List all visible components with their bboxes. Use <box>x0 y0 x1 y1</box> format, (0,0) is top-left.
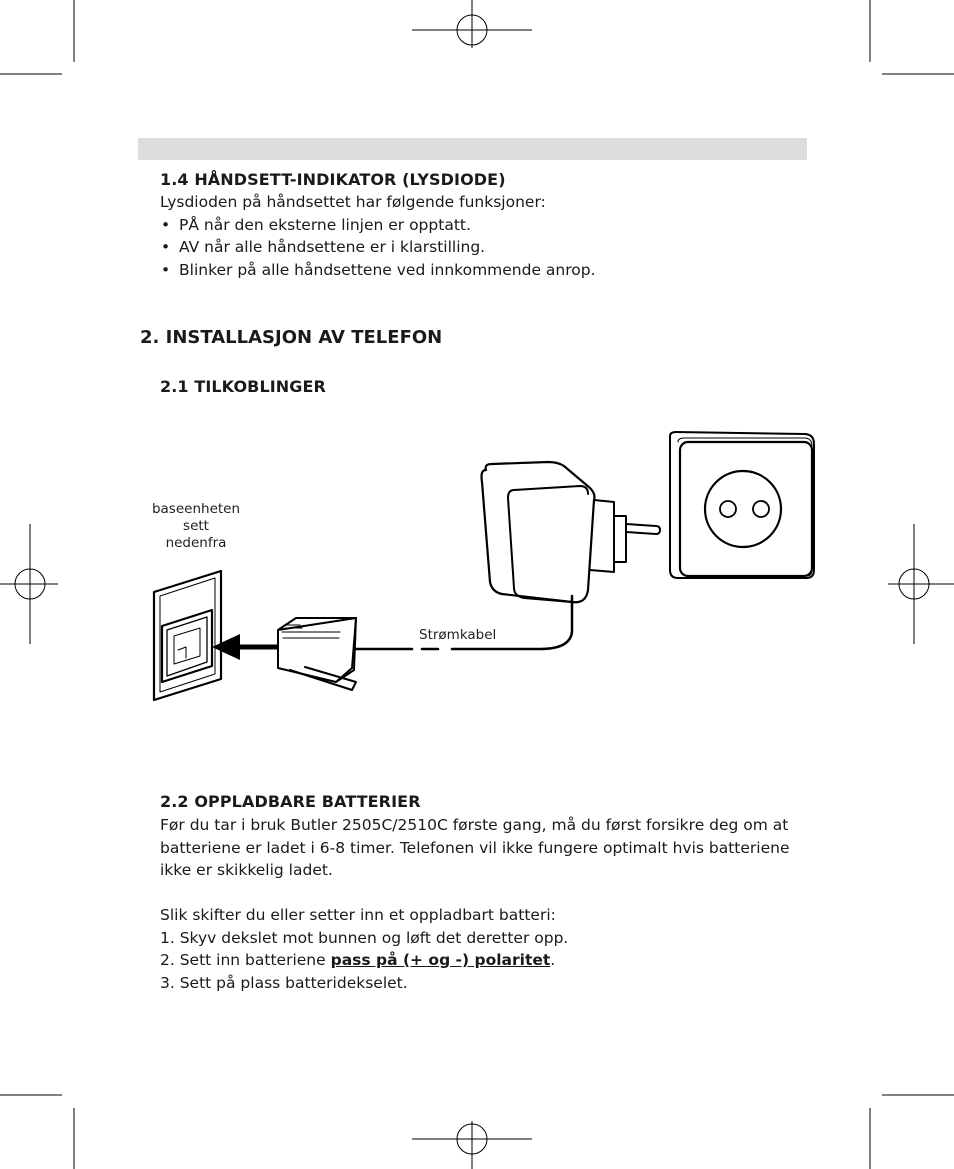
step-2-prefix: 2. Sett inn batteriene <box>160 951 331 969</box>
heading-1-4: 1.4 HÅNDSETT-INDIKATOR (LYSDIODE) <box>160 170 506 189</box>
section-2-2-body <box>160 814 820 994</box>
registration-target-left <box>0 524 58 644</box>
paragraph-line: batteriene er ladet i 6-8 timer. Telefonen vil ikke fungere optimalt hvis batteriene <box>160 838 790 857</box>
wall-outlet <box>670 432 814 578</box>
blank-line <box>160 882 820 905</box>
power-adapter <box>482 462 661 602</box>
heading-2: 2. INSTALLASJON AV TELEFON <box>140 327 443 348</box>
heading-2-2: 2.2 OPPLADBARE BATTERIER <box>160 792 421 811</box>
step-3: 3. Sett på plass batteridekselet. <box>160 973 408 992</box>
registration-target-top <box>412 0 532 48</box>
heading-2-1: 2.1 TILKOBLINGER <box>160 377 326 396</box>
base-unit-socket <box>154 571 221 700</box>
polarity-emphasis: pass på (+ og -) polaritet <box>330 951 551 969</box>
intro-text: Lysdioden på håndsettet har følgende funksjoner: <box>160 193 546 211</box>
rj-plug <box>278 618 356 690</box>
header-bar <box>138 138 807 160</box>
power-cable-label: Strømkabel <box>419 627 497 643</box>
list-item: • AV når alle håndsettene er i klarstilling. <box>160 236 800 259</box>
label-line: nedenfra <box>165 535 227 551</box>
list-item: • PÅ når den eksterne linjen er opptatt. <box>160 214 800 237</box>
section-1-4-body <box>160 191 800 281</box>
registration-target-right <box>888 524 954 644</box>
step-2 <box>160 949 820 972</box>
label-line: baseenheten <box>151 501 241 517</box>
label-line: sett <box>183 518 209 534</box>
connection-diagram <box>140 420 830 720</box>
list-item: • Blinker på alle håndsettene ved innkommende anrop. <box>160 259 800 282</box>
indicator-list <box>160 214 800 282</box>
step-2-suffix: . <box>550 951 556 969</box>
paragraph-line: Før du tar i bruk Butler 2505C/2510C første gang, må du først forsikre deg om at <box>160 816 789 834</box>
registration-target-bottom <box>412 1121 532 1169</box>
step-1: 1. Skyv dekslet mot bunnen og løft det deretter opp. <box>160 928 569 947</box>
base-unit-label <box>144 501 248 552</box>
steps-intro: Slik skifter du eller setter inn et oppladbart batteri: <box>160 906 556 924</box>
paragraph-line: ikke er skikkelig ladet. <box>160 861 333 879</box>
